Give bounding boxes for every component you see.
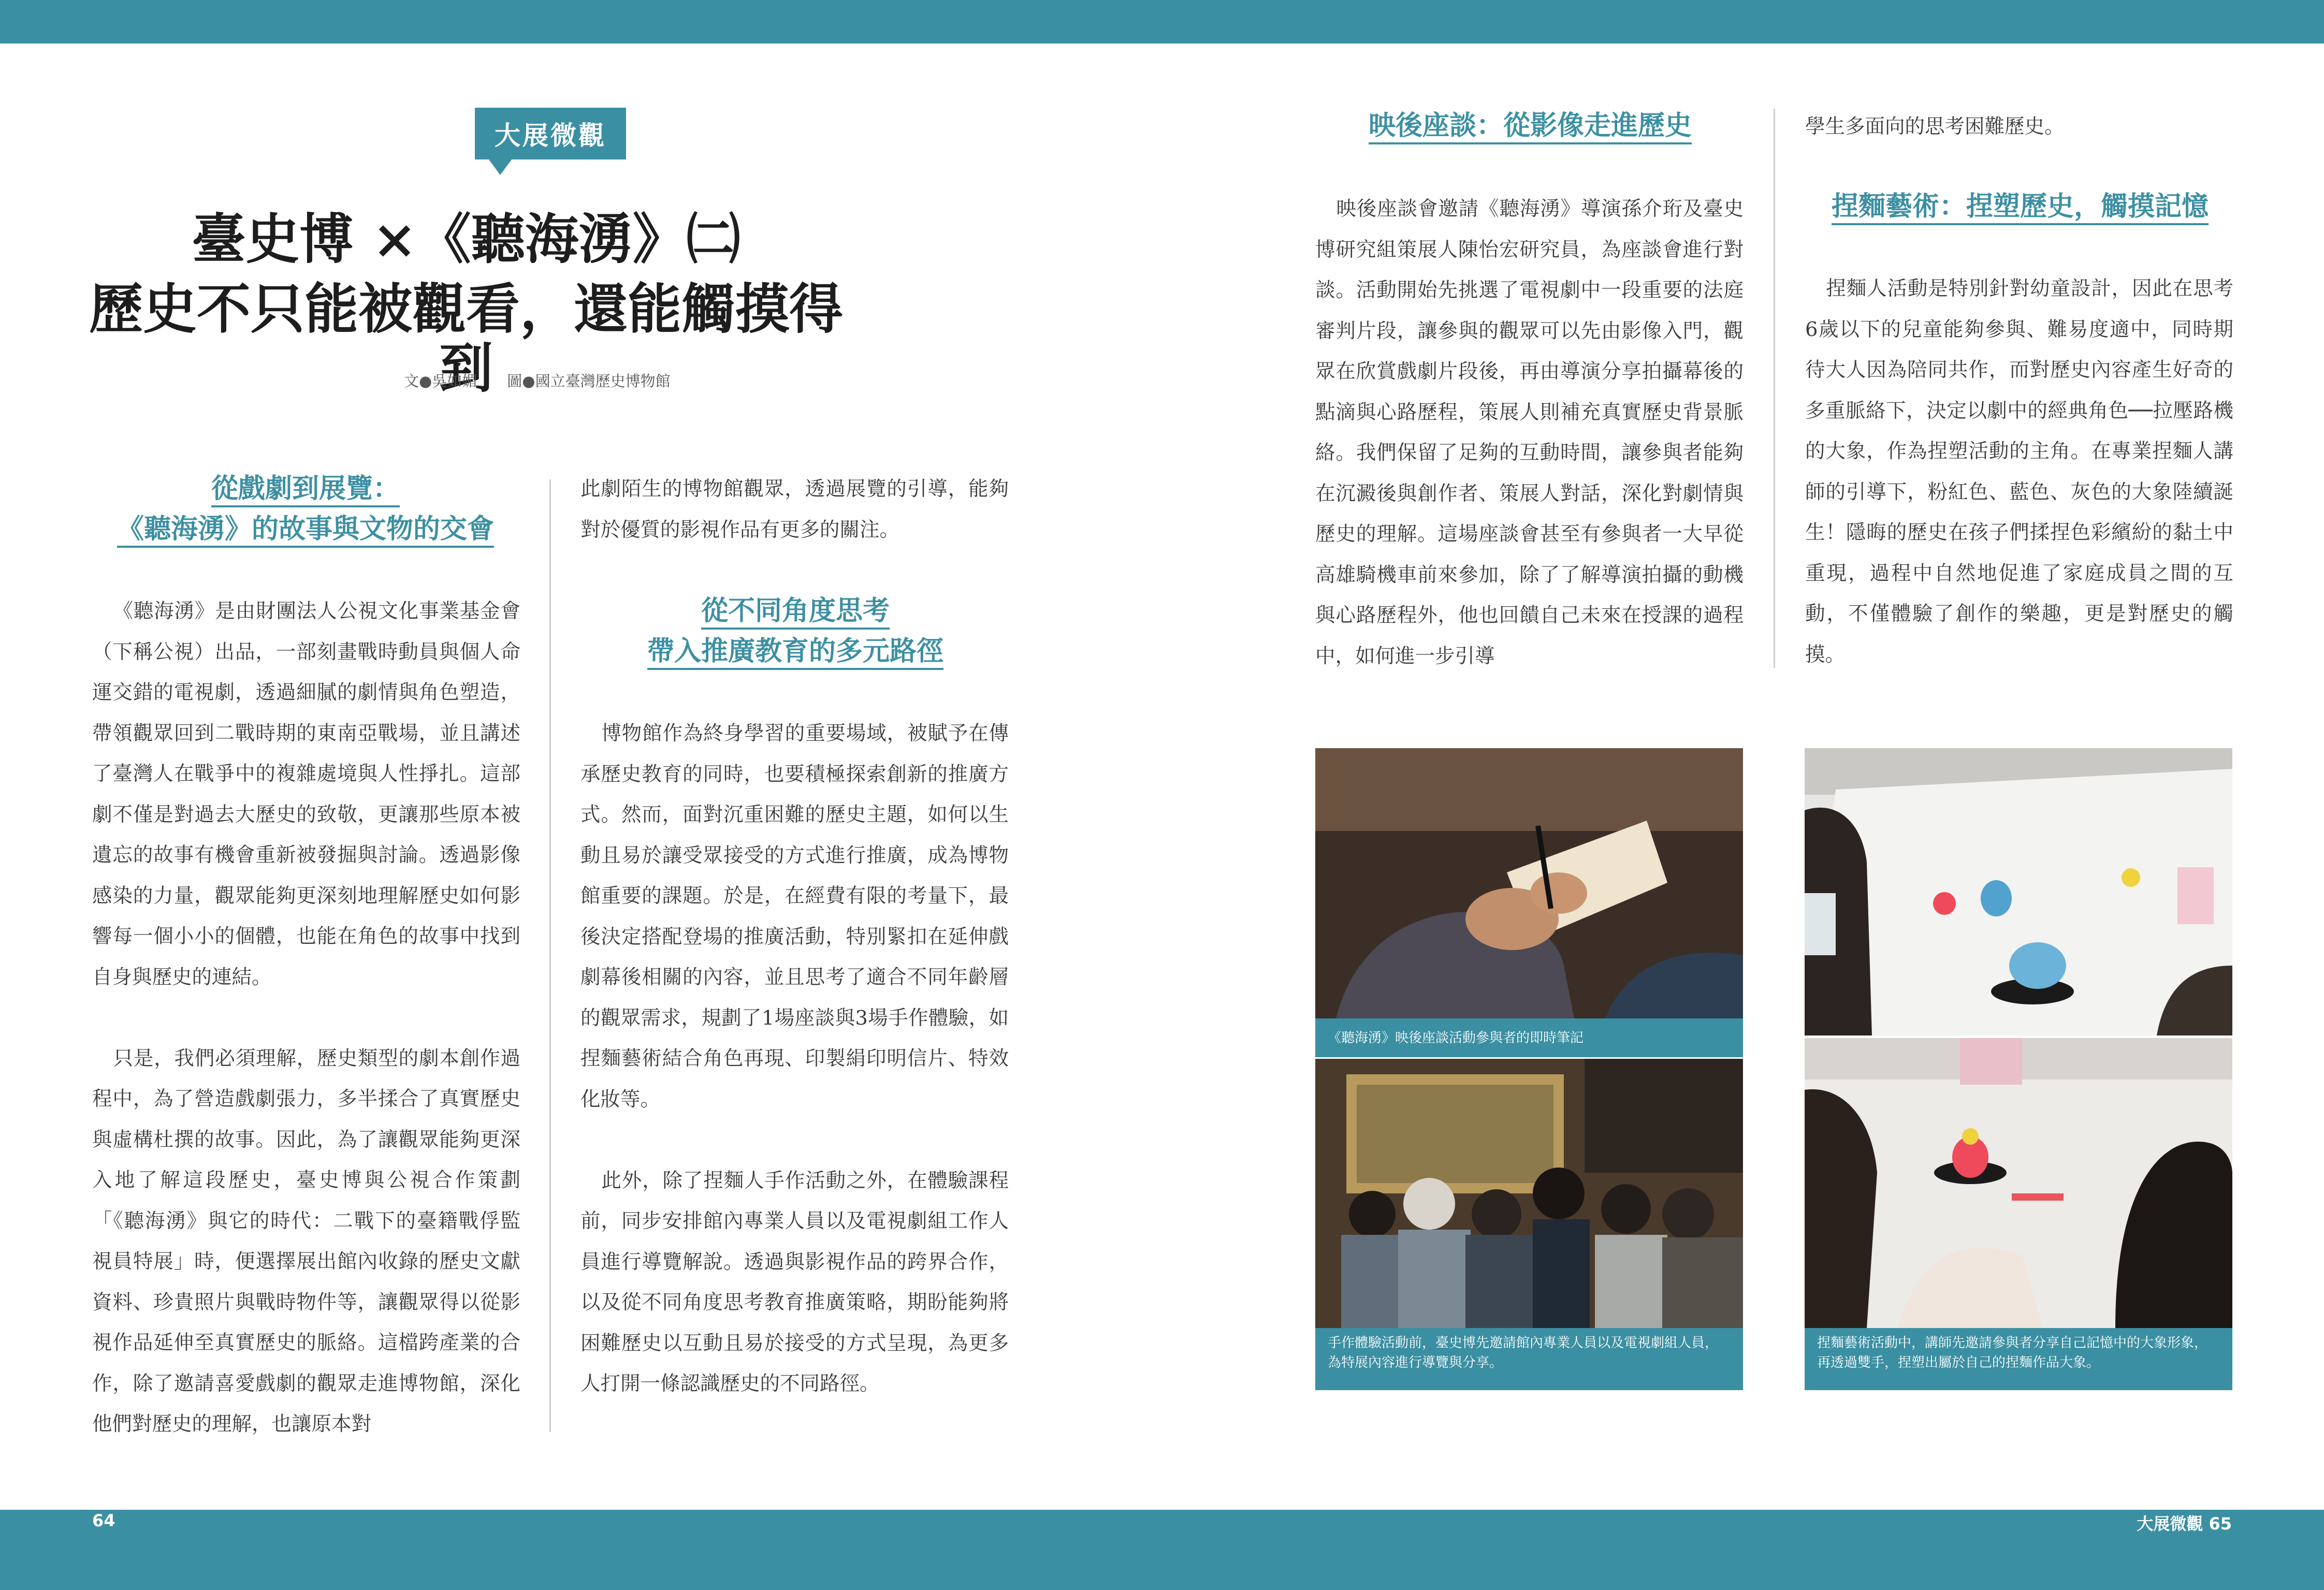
column-2-text-top (580, 469, 1009, 550)
paragraph-continued: 學生多面向的思考困難歷史。 (1805, 115, 2065, 138)
subheading-3: 映後座談：從影像走進歷史 (1315, 106, 1745, 146)
subheading-2-line-2: 帶入推廣教育的多元路徑 (647, 635, 943, 670)
page-number-right: 65 (2209, 1514, 2232, 1534)
photo-caption-3: 捏麵藝術活動中，講師先邀請參與者分享自己記憶中的大象形象，再透過雙手，捏塑出屬於自己的捏麵作品大象。 (1805, 1328, 2232, 1390)
bottom-band (0, 1510, 2324, 1590)
column-4-text (1805, 269, 2233, 675)
subheading-2 (580, 591, 1010, 672)
paragraph: 《聽海湧》是由財團法人公視文化事業基金會（下稱公視）出品，一部刻畫戰時動員與個人命運交錯的電視劇，透過細膩的劇情與角色塑造，帶領觀眾回到二戰時期的東南亞戰場，並且講述了臺灣人在戰爭中的複雜處境與人性掙扎。這部劇不僅是對過去大歷史的致敬，更讓那些原本被遺忘的故事有機會重新被發掘與討論。透過影像感染的力量，觀眾能夠更深刻地理解歷史如何影響每一個小小的個體，也能在角色的故事中找到自身與歷史的連結。 (92, 600, 520, 989)
column-3-text (1315, 189, 1744, 677)
paragraph: 此外，除了捏麵人手作活動之外，在體驗課程前，同步安排館內專業人員以及電視劇組工作人員進行導覽解說。透過與影視作品的跨界合作，以及從不同角度思考教育推廣策略，期盼能夠將困難歷史以互動且易於接受的方式呈現，為更多人打開一條認識歷史的不同路徑。 (580, 1169, 1009, 1395)
subheading-4: 捏麵藝術：捏塑歷史，觸摸記憶 (1805, 186, 2235, 227)
column-1-text (92, 591, 520, 1445)
paragraph: 映後座談會邀請《聽海湧》導演孫介珩及臺史博研究組策展人陳怡宏研究員，為座談會進行對談。活動開始先挑選了電視劇中一段重要的法庭審判片段，讓參與的觀眾可以先由影像入門，觀眾在欣賞戲劇片段後，再由導演分享拍攝幕後的點滴與心路歷程，策展人則補充真實歷史背景脈絡。我們保留了足夠的互動時間，讓參與者能夠在沉澱後與創作者、策展人對話，深化對劇情與歷史的理解。這場座談會甚至有參與者一大早從高雄騎機車前來參加，除了了解導演拍攝的動機與心路歷程外，他也回饋自己未來在授課的過程中，如何進一步引導 (1315, 197, 1744, 668)
page-number-left: 64 (92, 1511, 115, 1530)
column-divider (1774, 109, 1775, 668)
subheading-1-line-2: 《聽海湧》的故事與文物的交會 (117, 513, 494, 548)
section-label: 大展微觀 (2137, 1514, 2203, 1534)
photo-guided-tour (1315, 1059, 1743, 1328)
paragraph: 捏麵人活動是特別針對幼童設計，因此在思考6歲以下的兒童能夠參與、難易度適中，同時期待大人因為陪同共作，而對歷史內容產生好奇的多重脈絡下，決定以劇中的經典角色──拉壓路機的大象，作為捏塑活動的主角。在專業捏麵人講師的引導下，粉紅色、藍色、灰色的大象陸續誕生！隱晦的歷史在孩子們揉捏色彩繽紛的黏土中重現，過程中自然地促進了家庭成員之間的互動，不僅體驗了創作的樂趣，更是對歷史的觸摸。 (1805, 277, 2233, 666)
photo-caption-1: 《聽海湧》映後座談活動參與者的即時筆記 (1315, 1018, 1743, 1057)
subheading-1-line-1: 從戲劇到展覽： (211, 473, 400, 507)
photo-caption-2: 手作體驗活動前，臺史博先邀請館內專業人員以及電視劇組人員，為特展內容進行導覽與分享。 (1315, 1328, 1743, 1390)
column-2-text (580, 713, 1009, 1405)
top-band (0, 0, 2324, 43)
section-tag-pointer (489, 159, 512, 175)
paragraph: 只是，我們必須理解，歷史類型的劇本創作過程中，為了營造戲劇張力，多半揉合了真實歷史與虛構杜撰的故事。因此，為了讓觀眾能夠更深入地了解這段歷史，臺史博與公視合作策劃「《聽海湧》與它的時代：二戰下的臺籍戰俘監視員特展」時，便選擇展出館內收錄的歷史文獻資料、珍貴照片與戰時物件等，讓觀眾得以從影視作品延伸至真實歷史的脈絡。這檔跨產業的合作，除了邀請喜愛戲劇的觀眾走進博物館，深化他們對歷史的理解，也讓原本對 (92, 1046, 520, 1436)
article-title-line-2: 歷史不只能被觀看，還能觸摸得到 (89, 277, 843, 400)
photo-note-taking (1315, 748, 1743, 1018)
photo-clay-workshop-2 (1805, 1038, 2232, 1328)
running-footer-right (2137, 1511, 2232, 1535)
photo-clay-workshop-1 (1805, 748, 2232, 1035)
paragraph-continued: 此劇陌生的博物館觀眾，透過展覽的引導，能夠對於優質的影視作品有更多的關注。 (580, 477, 1009, 542)
article-title-line-1: 臺史博 ×《聽海湧》㈡ (192, 207, 740, 271)
subheading-2-line-1: 從不同角度思考 (701, 595, 890, 630)
paragraph: 博物館作為終身學習的重要場域，被賦予在傳承歷史教育的同時，也要積極探索創新的推廣方式。然而，面對沉重困難的歷史主題，如何以生動且易於讓受眾接受的方式進行推廣，成為博物館重要的課題。於是，在經費有限的考量下，最後決定搭配登場的推廣活動，特別緊扣在延伸戲劇幕後相關的內容，並且思考了適合不同年齡層的觀眾需求，規劃了1場座談與3場手作體驗，如捏麵藝術結合角色再現、印製絹印明信片、特效化妝等。 (580, 722, 1009, 1111)
column-4-text-top (1805, 107, 2233, 148)
section-tag: 大展微觀 (475, 108, 626, 159)
subheading-1 (91, 469, 520, 549)
byline: 文●吳如媚 圖●國立臺灣歷史博物館 (404, 372, 671, 390)
column-divider (549, 479, 551, 1432)
